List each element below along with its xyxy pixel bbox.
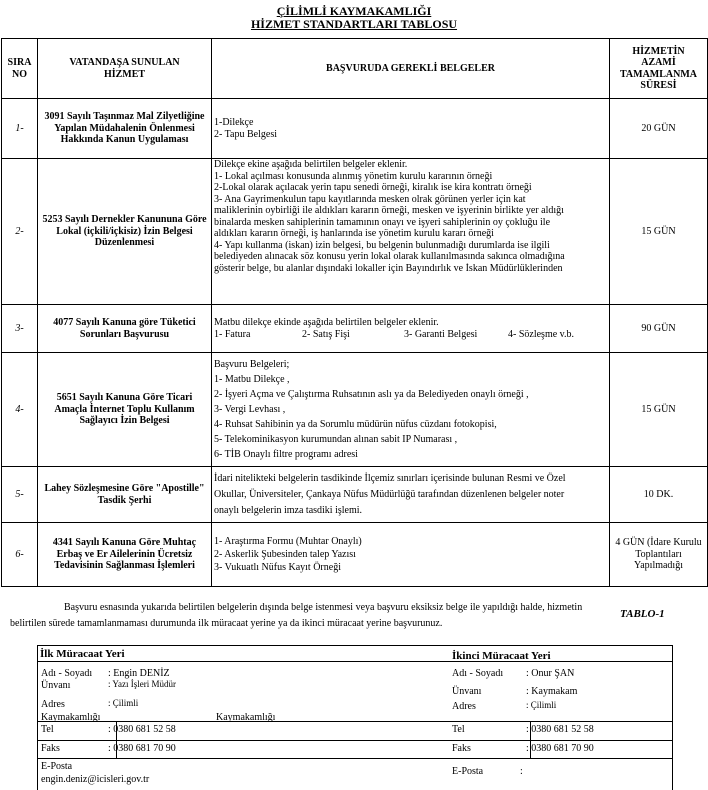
max-duration: 4 GÜN (İdare Kurulu Toplantıları Yapılmadığı bbox=[610, 523, 708, 587]
second-tel-value: : 0380 681 52 58 bbox=[526, 724, 594, 735]
second-fax-label: Faks bbox=[452, 743, 471, 754]
table-row bbox=[2, 467, 708, 523]
first-email-value[interactable]: engin.deniz@icisleri.gov.tr bbox=[41, 774, 150, 785]
service-name: 5651 Sayılı Kanuna Göre Ticari Amaçla İnternet Toplu Kullanım Sağlayıcı İzin Belgesi bbox=[38, 353, 212, 467]
required-documents: İdari nitelikteki belgelerin tasdikinde İlçemiz sınırları içerisinde bulunan Resmi ve Özel Okullar, Üniversiteler, Çankaya Nüfus Müdürlüğü tarafından düzenlenen belgeler noter onaylı belgelerin imza tasdiki işlemi. bbox=[212, 467, 610, 523]
service-name: Lahey Sözleşmesine Göre "Apostille" Tasdik Şerhi bbox=[38, 467, 212, 523]
contact-box bbox=[37, 645, 673, 790]
required-documents: Matbu dilekçe ekinde aşağıda belirtilen belgeler eklenir. 1- Fatura 2- Satış Fişi 3- Garanti Belgesi 4- Sözleşme v.b. bbox=[212, 305, 610, 353]
first-address-label: Adres bbox=[41, 699, 65, 710]
first-address-value: : Çilimli bbox=[108, 698, 139, 708]
first-tel-label: Tel bbox=[41, 724, 54, 735]
row-number: 4- bbox=[2, 353, 38, 467]
first-name-value: : Engin DENİZ bbox=[108, 668, 170, 679]
header-service: VATANDAŞA SUNULAN HİZMET bbox=[38, 39, 212, 99]
second-fax-value: : 0380 681 70 90 bbox=[526, 743, 594, 754]
second-contact-heading: İkinci Müracaat Yeri bbox=[452, 650, 551, 662]
service-name: 4341 Sayılı Kanuna Göre Muhtaç Erbaş ve Er Ailelerinin Ücretsiz Tedavisinin Sağlanması İşlemleri bbox=[38, 523, 212, 587]
table-row bbox=[2, 159, 708, 305]
table-header-row bbox=[2, 39, 708, 99]
max-duration: 90 GÜN bbox=[610, 305, 708, 353]
max-duration: 15 GÜN bbox=[610, 159, 708, 305]
row-number: 2- bbox=[2, 159, 38, 305]
first-title-label: Ünvanı bbox=[41, 680, 71, 691]
service-name: 4077 Sayılı Kanuna göre Tüketici Sorunları Başvurusu bbox=[38, 305, 212, 353]
max-duration: 10 DK. bbox=[610, 467, 708, 523]
row-number: 1- bbox=[2, 99, 38, 159]
row-number: 5- bbox=[2, 467, 38, 523]
service-standards-table bbox=[1, 38, 708, 587]
document-subtitle: HİZMET STANDARTLARI TABLOSU bbox=[250, 17, 458, 31]
second-name-value: : Onur ŞAN bbox=[526, 668, 575, 679]
first-fax-label: Faks bbox=[41, 743, 60, 754]
first-address-overflow: Kaymakamlığı bbox=[41, 712, 101, 721]
service-name: 3091 Sayılı Taşınmaz Mal Zilyetliğine Yapılan Müdahalenin Önlenmesi Hakkında Kanun Uygulaması bbox=[38, 99, 212, 159]
required-documents: Başvuru Belgeleri; 1- Matbu Dilekçe , 2- İşyeri Açma ve Çalıştırma Ruhsatının aslı ya da Belediyeden onaylı örneği , 3- Vergi Levhası , 4- Ruhsat Sahibinin ya da Sorumlu müdürün nüfus cüzdanı fotokopisi, 5- Telekominikasyon kurumundan alınan sabit IP Numarası , 6- TİB Onaylı filtre programı adresi bbox=[212, 353, 610, 467]
table-row bbox=[2, 99, 708, 159]
second-address-label: Adres bbox=[452, 701, 476, 712]
first-fax-value: : 0380 681 70 90 bbox=[108, 743, 176, 754]
second-tel-label: Tel bbox=[452, 724, 465, 735]
required-documents: Dilekçe ekine aşağıda belirtilen belgeler eklenir. 1- Lokal açılması konusunda alınmış yönetim kurulu kararının örneği 2-Lokal olarak açılacak yerin tapu senedi örneği, kiralık ise kira kontratı örneği 3- Ana Gayrimenkulun tapu kayıtlarında mesken olrak görünen yerler için kat maliklerinin oybirliği ile aldıkları kararın örneği, mesken ve işyerinin birlikte yer aldığı binalarda mesken sahiplerinin tamamının onayı ve işyeri sahiplerinin oy çokluğu ile aldıkları kararın örneği, iş hanlarında ise yönetim kurulu kararı örneği 4- Yapı kullanma (iskan) izin belgesi, bu belgenin bulunmadığı durumlarda ise ilgili belediyeden alınacak söz konusu yerin lokal olarak kullanılmasında sakınca olmadığına gösterir belge, bu alanlar dışındaki lokaller için Bayındırlık ve İskan Müdürlüklerinden bbox=[212, 159, 610, 305]
service-name: 5253 Sayılı Dernekler Kanununa Göre Lokal (içkili/içkisiz) İzin Belgesi Düzenlenmesi bbox=[38, 159, 212, 305]
row-number: 3- bbox=[2, 305, 38, 353]
header-documents: BAŞVURUDA GEREKLİ BELGELER bbox=[212, 39, 610, 99]
first-email-label: E-Posta bbox=[41, 761, 73, 772]
second-name-label: Adı - Soyadı bbox=[452, 668, 504, 679]
first-tel-value: : 0380 681 52 58 bbox=[108, 724, 176, 735]
second-email-label: E-Posta bbox=[452, 766, 484, 777]
row-number: 6- bbox=[2, 523, 38, 587]
first-title-value: : Yazı İşleri Müdür bbox=[108, 679, 176, 689]
second-address-value: : Çilimli bbox=[526, 700, 557, 710]
document-title: ÇİLİMLİ KAYMAKAMLIĞI bbox=[276, 4, 432, 18]
first-address-overflow-2: Kaymakamlığı bbox=[216, 712, 276, 721]
header-duration: HİZMETİN AZAMİ TAMAMLANMA SÜRESİ bbox=[610, 39, 708, 99]
first-contact-heading: İlk Müracaat Yeri bbox=[40, 648, 125, 660]
max-duration: 20 GÜN bbox=[610, 99, 708, 159]
required-documents: 1-Dilekçe 2- Tapu Belgesi bbox=[212, 99, 610, 159]
header-no: SIRA NO bbox=[2, 39, 38, 99]
table-row bbox=[2, 305, 708, 353]
max-duration: 15 GÜN bbox=[610, 353, 708, 467]
table-label: TABLO-1 bbox=[620, 608, 665, 620]
table-row bbox=[2, 353, 708, 467]
table-row bbox=[2, 523, 708, 587]
second-title-value: : Kaymakam bbox=[526, 686, 578, 697]
required-documents: 1- Araştırma Formu (Muhtar Onaylı) 2- Askerlik Şubesinden talep Yazısı 3- Vukuatlı Nüfus Kayıt Örneği bbox=[212, 523, 610, 587]
application-note: Başvuru esnasında yukarıda belirtilen belgelerin dışında belge istenmesi veya başvuru eksiksiz belge ile yapıldığı halde, hizmetin belirtilen sürede tamamlanmaması durumunda ilk müracaat yerine ya da ikinci müracaat yerine başvurunuz. bbox=[10, 602, 583, 629]
first-name-label: Adı - Soyadı bbox=[41, 668, 93, 679]
second-email-value: : bbox=[520, 766, 523, 777]
second-title-label: Ünvanı bbox=[452, 686, 482, 697]
